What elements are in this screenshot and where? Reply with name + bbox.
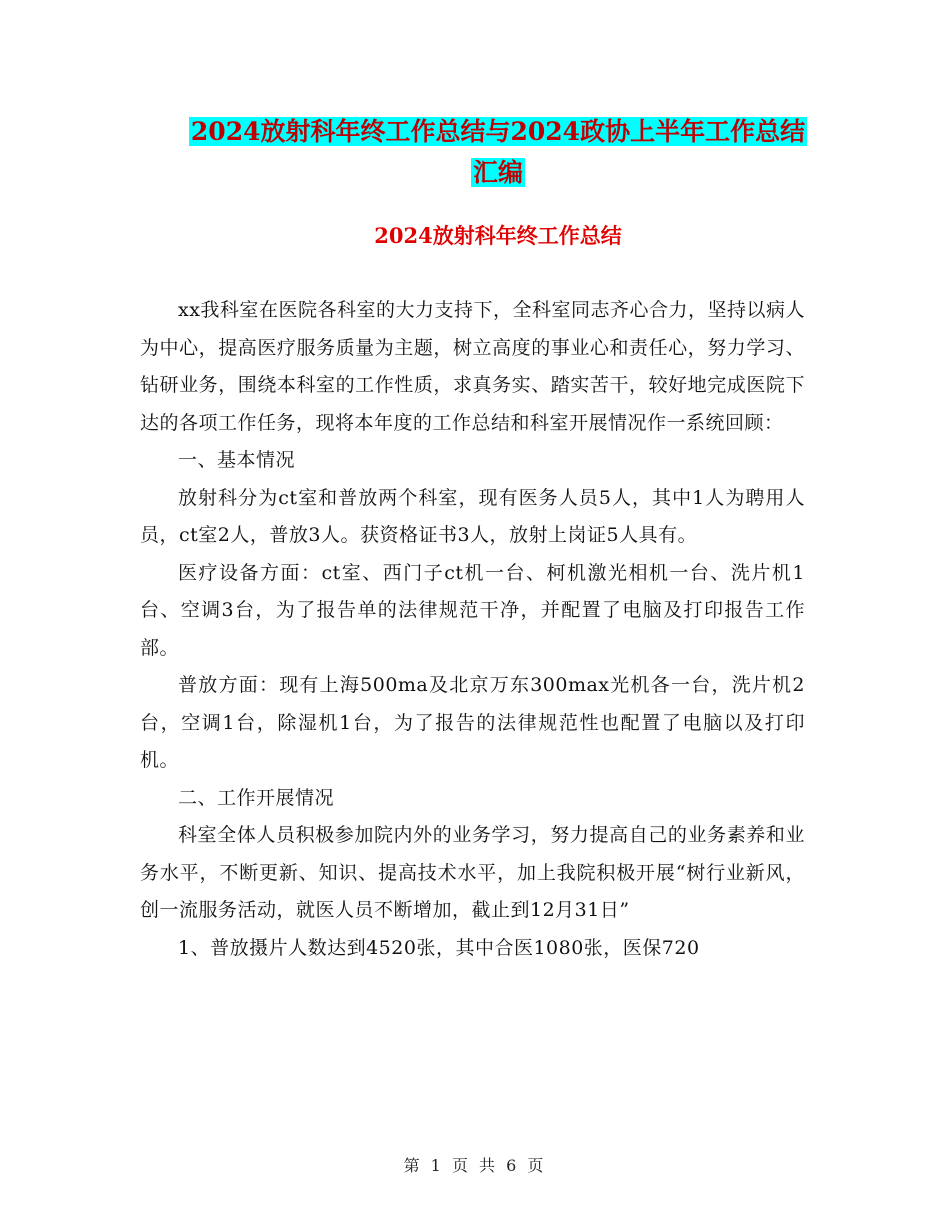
document-title-line-1: 2024放射科年终工作总结与2024政协上半年工作总结 (190, 117, 806, 146)
paragraph-general-equipment: 普放方面：现有上海500ma及北京万东300max光机各一台，洗片机2台，空调1台，除湿机1台，为了报告的法律规范性也配置了电脑以及打印机。 (140, 674, 805, 771)
document-body (140, 292, 805, 967)
paragraph-stat-1: 1、普放摄片人数达到4520张，其中合医1080张，医保720 (178, 936, 700, 959)
document-title-line-2: 汇编 (472, 158, 523, 187)
heading-work-progress: 二、工作开展情况 (178, 786, 335, 809)
paragraph-staff: 放射科分为ct室和普放两个科室，现有医务人员5人，其中1人为聘用人员，ct室2人，普放3人。获资格证书3人，放射上岗证5人具有。 (140, 486, 805, 546)
page-footer: 第 1 页 共 6 页 (403, 1156, 547, 1175)
section-title: 2024放射科年终工作总结 (374, 223, 622, 248)
paragraph-work-progress: 科室全体人员积极参加院内外的业务学习，努力提高自己的业务素养和业务水平，不断更新、知识、提高技术水平，加上我院积极开展“树行业新风，创一流服务活动，就医人员不断增加，截止到12月31日” (140, 824, 805, 921)
document-title (140, 111, 856, 193)
heading-basic-situation: 一、基本情况 (178, 449, 296, 471)
paragraph-intro: xx我科室在医院各科室的大力支持下，全科室同志齐心合力，坚持以病人为中心，提高医疗服务质量为主题，树立高度的事业心和责任心，努力学习、钻研业务，围绕本科室的工作性质，求真务实、踏实苦干，较好地完成医院下达的各项工作任务，现将本年度的工作总结和科室开展情况作一系统回顾： (140, 299, 805, 434)
paragraph-ct-equipment: 医疗设备方面：ct室、西门子ct机一台、柯机激光相机一台、洗片机1台、空调3台，为了报告单的法律规范干净，并配置了电脑及打印报告工作部。 (140, 561, 805, 659)
